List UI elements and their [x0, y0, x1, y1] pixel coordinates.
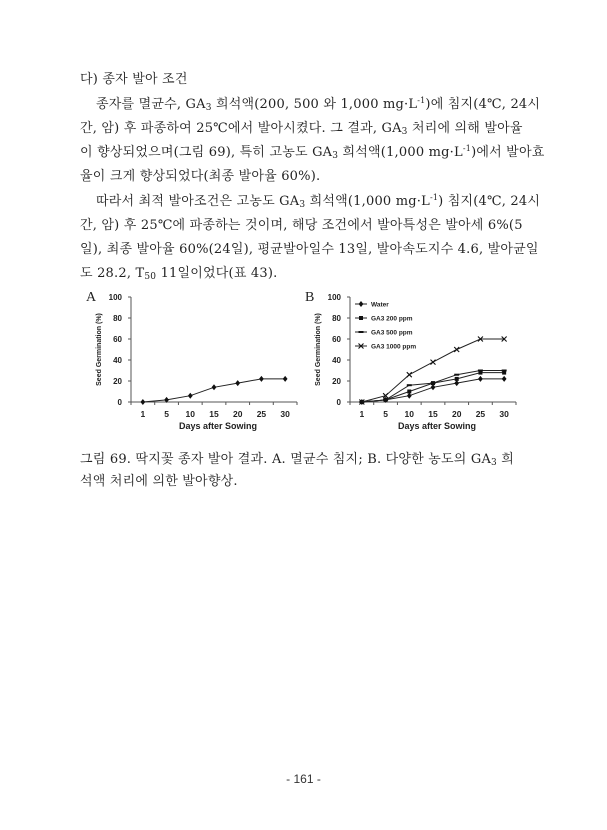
paragraph1-line2 [80, 117, 530, 137]
y-tick-label: 60 [113, 335, 122, 344]
x-marker [407, 372, 412, 377]
y-tick-label: 0 [117, 398, 122, 407]
superscript: -1 [462, 144, 472, 153]
figure-caption-line1 [80, 448, 530, 468]
text: 희 [496, 452, 515, 467]
subscript: 50 [144, 272, 157, 282]
x-axis-label: Days after Sowing [178, 421, 258, 431]
y-tick-label: 40 [332, 356, 341, 365]
text: 희석액(1,000 mg·L [338, 145, 463, 160]
figure-caption-line2: 석액 처리에 의한 발아향상. [80, 474, 238, 489]
diamond-marker [259, 376, 264, 382]
panel-label-a: A [86, 290, 97, 305]
text: )에서 발아효 [471, 145, 545, 160]
y-axis-label: Seed Germination (%) [96, 313, 103, 386]
y-tick-label: 80 [332, 314, 341, 323]
diamond-marker [283, 376, 288, 382]
panel-label-b: B [305, 290, 315, 305]
x-tick-label: 15 [428, 409, 438, 419]
superscript: -1 [417, 96, 426, 105]
diamond-marker [140, 399, 145, 405]
x-tick-label: 10 [185, 409, 196, 419]
square-marker [455, 377, 459, 381]
subscript: 3 [332, 151, 339, 161]
subscript: 3 [401, 127, 408, 137]
x-tick-label: 5 [383, 409, 388, 419]
x-marker [454, 347, 459, 352]
x-tick-label: 1 [359, 409, 365, 419]
section-heading: 다) 종자 발아 조건 [80, 72, 188, 87]
x-tick-label: 1 [140, 409, 146, 419]
diamond-marker [407, 393, 412, 399]
text: 도 28.2, T [80, 266, 145, 281]
text: 따라서 최적 발아조건은 고농도 GA [96, 194, 300, 209]
x-tick-label: 20 [451, 409, 462, 419]
x-tick-label: 15 [209, 409, 219, 419]
legend-entry: GA3 200 ppm [371, 315, 413, 323]
paragraph2-line3: 일), 최종 발아율 60%(24일), 평균발아일수 13일, 발아속도지수 4.6, 발아균일 [80, 242, 539, 257]
x-tick-label: 10 [404, 409, 415, 419]
paragraph2-line2: 간, 암) 후 25℃에 파종하는 것이며, 해당 조건에서 발아특성은 발아세 6%(5 [80, 218, 523, 233]
paragraph1-line4: 율이 크게 향상되었다(최종 발아율 60%). [80, 169, 321, 184]
square-marker [359, 316, 363, 320]
diamond-marker [359, 301, 364, 307]
subscript: 3 [205, 103, 212, 113]
page-number: - 161 - [286, 772, 321, 786]
y-tick-label: 0 [336, 398, 341, 407]
text: )에 침지(4℃, 24시 [425, 97, 541, 112]
x-tick-label: 30 [499, 409, 509, 419]
diamond-marker [454, 380, 459, 386]
chart-a [80, 290, 305, 440]
paragraph1-line3 [80, 141, 545, 161]
diamond-marker [235, 380, 240, 386]
y-tick-label: 60 [332, 335, 341, 344]
y-tick-label: 20 [332, 377, 341, 386]
x-marker [431, 360, 436, 365]
text: ) 침지(4℃, 24시 [438, 194, 541, 209]
text: 희석액(200, 500 와 1,000 mg·L [211, 97, 418, 112]
text: 처리에 의해 발아율 [407, 121, 523, 136]
paragraph2-line1 [96, 190, 546, 210]
x-axis-label: Days after Sowing [397, 421, 477, 431]
diamond-marker [188, 393, 193, 399]
chart-b [300, 290, 530, 440]
x-tick-label: 25 [475, 409, 486, 419]
y-tick-label: 40 [113, 356, 122, 365]
diamond-marker [431, 384, 436, 390]
text: 희석액(1,000 mg·L [305, 194, 430, 209]
series-line [143, 379, 285, 402]
diamond-marker [502, 376, 507, 382]
text: 11일이었다(표 43). [156, 266, 278, 281]
x-tick-label: 30 [280, 409, 290, 419]
subscript: 3 [299, 200, 306, 210]
diamond-marker [212, 384, 217, 390]
x-tick-label: 20 [232, 409, 243, 419]
y-axis-label: Seed Germination (%) [315, 313, 322, 386]
text: 이 향상되었으며(그림 69), 특히 고농도 GA [80, 145, 333, 160]
y-tick-label: 100 [327, 293, 341, 302]
y-tick-label: 100 [108, 293, 122, 302]
diamond-marker [478, 376, 483, 382]
square-marker [407, 390, 411, 394]
text: 간, 암) 후 파종하여 25℃에서 발아시켰다. 그 결과, GA [80, 121, 402, 136]
y-tick-label: 20 [113, 377, 122, 386]
x-tick-label: 5 [164, 409, 169, 419]
paragraph2-line4 [80, 262, 530, 282]
text: 종자를 멸균수, GA [96, 97, 206, 112]
legend-entry: GA3 1000 ppm [371, 343, 417, 351]
y-tick-label: 80 [113, 314, 122, 323]
legend-entry: Water [371, 301, 389, 309]
text: 그림 69. 딱지꽃 종자 발아 결과. A. 멸균수 침지; B. 다양한 농도의 GA [80, 452, 492, 467]
subscript: 3 [491, 458, 497, 468]
x-tick-label: 25 [256, 409, 267, 419]
paragraph1-line1 [96, 93, 546, 113]
legend-entry: GA3 500 ppm [371, 329, 413, 337]
superscript: -1 [429, 193, 439, 202]
